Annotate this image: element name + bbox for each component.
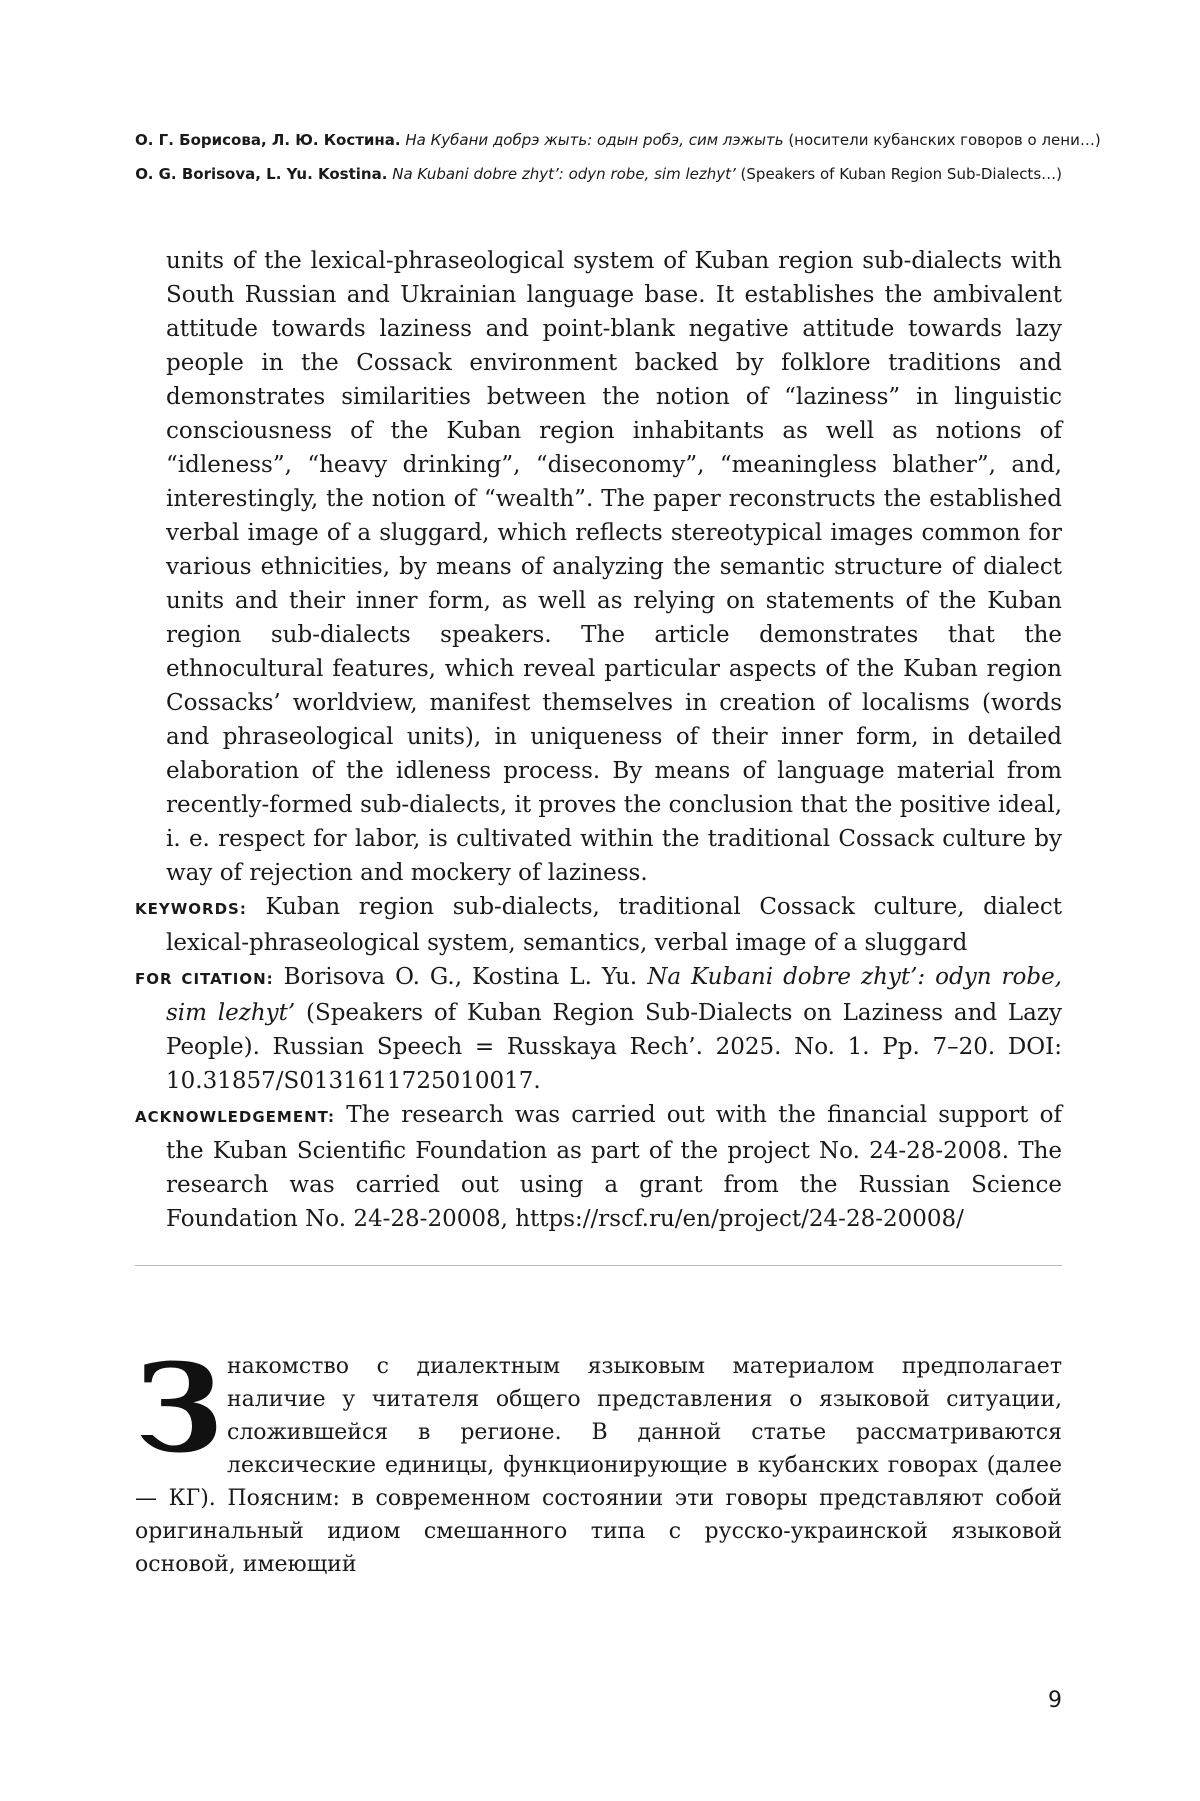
first-paragraph <box>135 1336 1062 1581</box>
abstract-continuation: units of the lexical-phraseological system of Kuban region sub-dialects with South Russian and Ukrainian language base. It establishes the ambivalent attitude towards laziness and point-blank negative attitude towards lazy people in the Cossack environment backed by folklore traditions and demonstrates similarities between the notion of “laziness” in linguistic consciousness of the Kuban region inhabitants as well as notions of “idleness”, “heavy drinking”, “diseconomy”, “meaningless blather”, and, interestingly, the notion of “wealth”. The paper reconstructs the established verbal image of a sluggard, which reflects stereotypical images common for various ethnicities, by means of analyzing the semantic structure of dialect units and their inner form, as well as relying on statements of the Kuban region sub-dialects speakers. The article demonstrates that the ethnocultural features, which reveal particular aspects of the Kuban region Cossacks’ worldview, manifest themselves in creation of localisms (words and phraseological units), in uniqueness of their inner form, in detailed elaboration of the idleness process. By means of language material from recently-formed sub-dialects, it proves the conclusion that the positive ideal, i. e. respect for labor, is cultivated within the traditional Cossack culture by way of rejection and mockery of laziness. <box>166 248 1063 886</box>
drop-cap-letter: З <box>135 1336 223 1480</box>
keywords-paragraph <box>135 890 1062 960</box>
citation-label: FOR CITATION: <box>135 970 274 988</box>
section-divider <box>135 1265 1062 1266</box>
citation-paragraph <box>135 960 1062 1098</box>
acknowledgement-label: ACKNOWLEDGEMENT: <box>135 1108 336 1126</box>
citation-title: Na Kubani dobre zhyt’: odyn robe, sim lezhyt’ <box>166 964 1062 1026</box>
keywords-label: KEYWORDS: <box>135 900 247 918</box>
running-head-russian <box>135 130 1101 150</box>
running-head-en-subtitle: (Speakers of Kuban Region Sub-Dialects…) <box>740 165 1062 183</box>
running-head-english <box>135 164 1062 184</box>
acknowledgement-text: The research was carried out with the financial support of the Kuban Scientific Foundation as part of the project No. 24-28-2008. The research was carried out using a grant from the Russian Science Foundation No. 24-28-20008, https://rscf.ru/en/project/24-28-20008/ <box>166 1102 1063 1232</box>
running-head-en-title: Na Kubani dobre zhyt’: odyn robe, sim lezhyt’ <box>392 165 736 183</box>
running-head-ru-subtitle: (носители кубанских говоров о лени…) <box>788 131 1101 149</box>
article-body <box>135 1336 1062 1581</box>
acknowledgement-paragraph <box>135 1098 1062 1236</box>
running-head-en-authors: O. G. Borisova, L. Yu. Kostina. <box>135 165 388 183</box>
running-head-ru-authors: О. Г. Борисова, Л. Ю. Костина. <box>135 131 401 149</box>
running-head-ru-title: На Кубани добрэ жыть: одын робэ, сим лэжыть <box>405 131 784 149</box>
first-paragraph-text: накомство с диалектным языковым материалом предполагает наличие у читателя общего представления о языковой ситуации, сложившейся в регионе. В данной статье рассматриваются лексические единицы, функционирующие в кубанских говорах (далее — КГ). Поясним: в современном состоянии эти говоры представляют собой оригинальный идиом смешанного типа с русско-украинской языковой основой, имеющий <box>135 1354 1062 1577</box>
page-number: 9 <box>1048 1688 1062 1713</box>
citation-authors: Borisova O. G., Kostina L. Yu. <box>283 964 638 990</box>
abstract-block <box>135 244 1062 1236</box>
citation-rest: (Speakers of Kuban Region Sub-Dialects on Laziness and Lazy People). Russian Speech = Russkaya Rech’. 2025. No. 1. Pp. 7–20. DOI: 10.31857/S0131611725010017. <box>166 1000 1062 1094</box>
keywords-text: Kuban region sub-dialects, traditional Cossack culture, dialect lexical-phraseological system, semantics, verbal image of a sluggard <box>166 894 1063 956</box>
